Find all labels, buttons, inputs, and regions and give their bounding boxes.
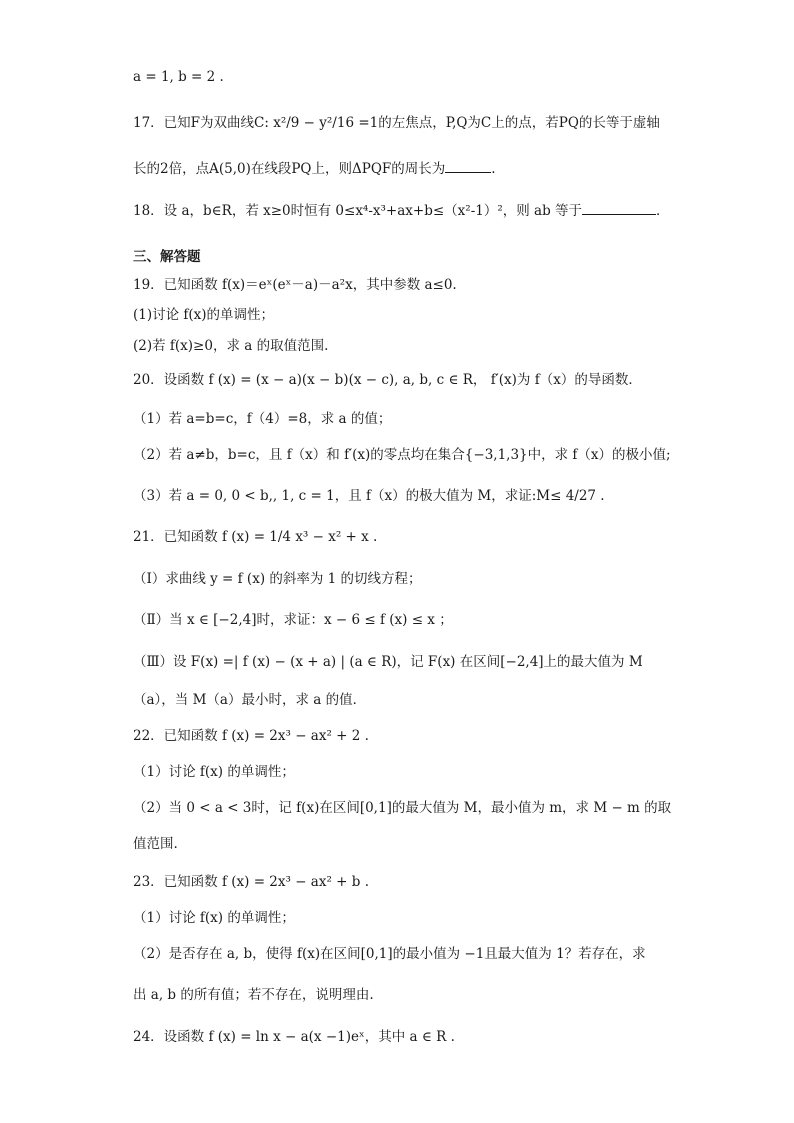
text-line: 17．已知F为双曲线C: x²/9 − y²/16 =1的左焦点，P,Q为C上的点，若PQ的长等于虚轴	[133, 115, 660, 131]
answer-blank	[445, 158, 491, 173]
problem-19: 19．已知函数 f(x)＝eˣ(eˣ－a)－a²x，其中参数 a≤0.	[133, 277, 457, 293]
text-line: （Ⅲ）设 F(x) =| f (x) − (x + a) | (a ∈ R)，记 F(x) 在区间[−2,4]上的最大值为 M	[133, 654, 643, 670]
problem-18: 18．设 a，b∈R，若 x≥0时恒有 0≤x⁴-x³+ax+b≤（x²-1）²，则 ab 等于 ．	[133, 200, 670, 219]
text-line: (1)讨论 f(x)的单调性；	[133, 307, 275, 323]
problem-17	[133, 117, 660, 131]
text-line: （1）讨论 f(x) 的单调性；	[133, 764, 295, 780]
problem-24: 24．设函数 f (x) = ln x − a(x −1)eˣ，其中 a ∈ R .	[133, 1029, 455, 1045]
section-heading: 三、解答题	[133, 249, 201, 265]
text-line: 18．设 a，b∈R，若 x≥0时恒有 0≤x⁴-x³+ax+b≤（x²-1）²，则 ab 等于	[133, 203, 583, 219]
text-line: （Ⅰ）求曲线 y = f (x) 的斜率为 1 的切线方程；	[133, 571, 422, 587]
problem-17-cont: 长的2倍，点A(5,0)在线段PQ上，则ΔPQF的周长为 .	[133, 158, 496, 177]
text-line: （a），当 M（a）最小时，求 a 的值．	[133, 692, 367, 708]
problem-23: 23．已知函数 f (x) = 2x³ − ax² + b .	[133, 874, 369, 890]
text-line: （Ⅱ）当 x ∈ [−2,4]时，求证：x − 6 ≤ f (x) ≤ x ；	[133, 612, 453, 628]
problem-21: 21．已知函数 f (x) = 1/4 x³ − x² + x .	[133, 529, 378, 545]
text-line: 长的2倍，点A(5,0)在线段PQ上，则ΔPQF的周长为	[133, 161, 446, 177]
problem-22: 22．已知函数 f (x) = 2x³ − ax² + 2 .	[133, 728, 369, 744]
text-line: （2）是否存在 a, b，使得 f(x)在区间[0,1]的最小值为 −1且最大值为 1？若存在，求	[133, 946, 646, 962]
text-line: a = 1, b = 2 .	[133, 69, 224, 85]
problem-20: 20．设函数 f (x) = (x − a)(x − b)(x − c), a, b, c ∈ R， f′(x)为 f（x）的导函数．	[133, 372, 642, 388]
text-line: （2）当 0 < a < 3时，记 f(x)在区间[0,1]的最大值为 M，最小值为 m，求 M − m 的取	[133, 800, 672, 816]
text-line: 值范围.	[133, 836, 178, 852]
text-line: （3）若 a = 0, 0 < b,, 1, c = 1，且 f（x）的极大值为 M，求证:M≤ 4/27 .	[133, 488, 605, 504]
text-line: （1）讨论 f(x) 的单调性；	[133, 910, 295, 926]
answer-blank	[582, 200, 656, 215]
text-line: 出 a, b 的所有值；若不存在，说明理由.	[133, 987, 374, 1003]
text-line: （2）若 a≠b，b=c，且 f（x）和 f′(x)的零点均在集合{−3,1,3}中，求 f（x）的极小值;	[133, 447, 671, 463]
text-line: （1）若 a=b=c，f（4）=8，求 a 的值；	[133, 411, 392, 427]
text-line: (2)若 f(x)≥0，求 a 的取值范围.	[133, 338, 329, 354]
